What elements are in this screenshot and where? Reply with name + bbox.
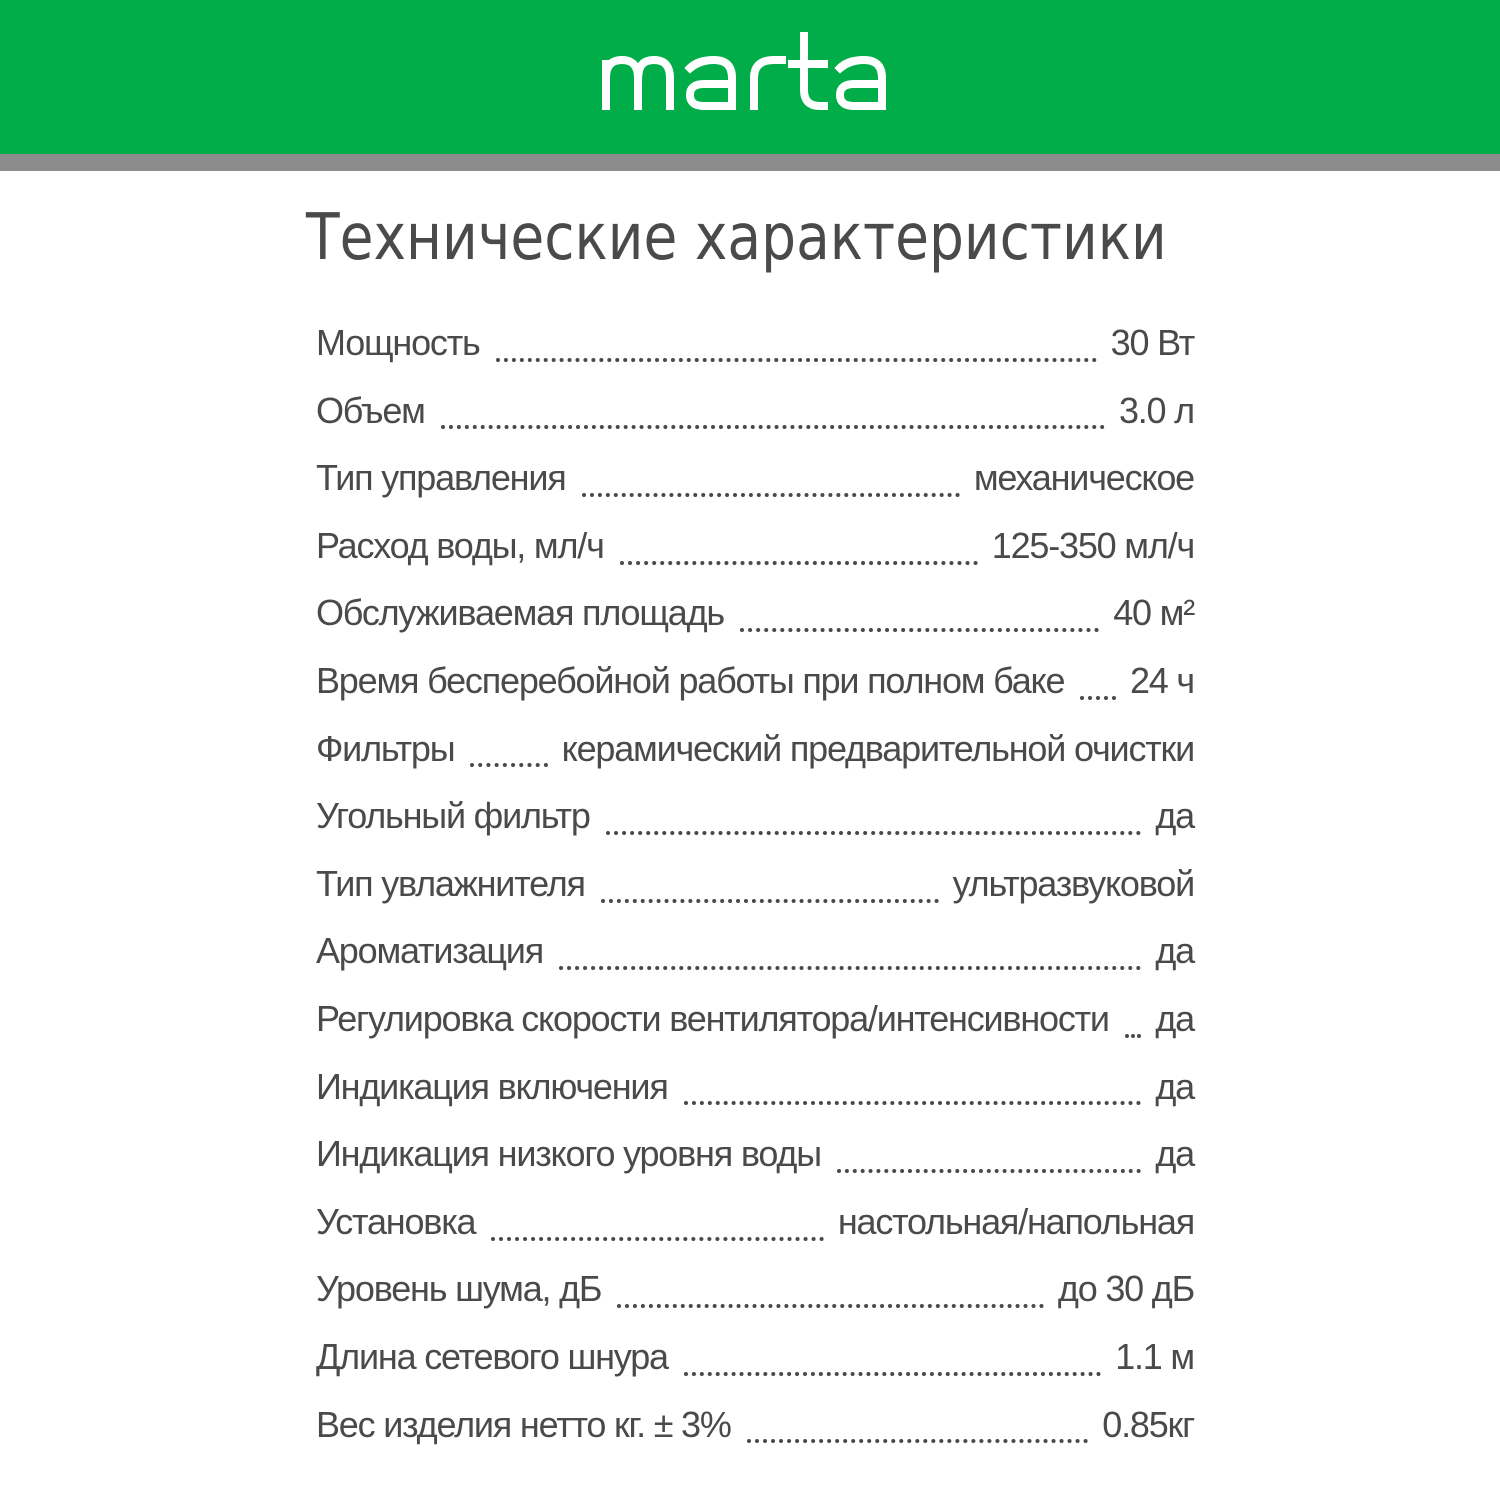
spec-label: Угольный фильтр — [316, 795, 590, 837]
dot-leader — [496, 358, 1097, 362]
dot-leader — [601, 899, 939, 903]
spec-value: 40 м² — [1113, 592, 1194, 634]
spec-row — [316, 857, 1194, 925]
dot-leader — [606, 831, 1142, 835]
dot-leader — [747, 1439, 1089, 1443]
spec-row — [316, 654, 1194, 722]
dot-leader — [617, 1304, 1044, 1308]
spec-row — [316, 384, 1194, 452]
spec-label: Расход воды, мл/ч — [316, 524, 604, 566]
spec-value: настольная/напольная — [837, 1200, 1194, 1242]
dot-leader — [491, 1237, 823, 1241]
spec-label: Тип управления — [316, 457, 566, 499]
marta-logo — [598, 28, 904, 118]
spec-label: Индикация низкого уровня воды — [316, 1133, 821, 1175]
dot-leader — [1125, 1034, 1142, 1038]
spec-label: Уровень шума, дБ — [316, 1268, 602, 1310]
spec-value: 24 ч — [1129, 659, 1194, 701]
spec-row — [316, 1398, 1194, 1466]
spec-label: Длина сетевого шнура — [316, 1335, 668, 1377]
spec-label: Регулировка скорости вентилятора/интенсивности — [316, 997, 1109, 1039]
dot-leader — [1080, 696, 1116, 700]
spec-label: Установка — [316, 1200, 476, 1242]
spec-row — [316, 1060, 1194, 1128]
spec-row — [316, 722, 1194, 790]
spec-value: керамический предварительной очистки — [561, 727, 1194, 769]
dot-leader — [559, 966, 1141, 970]
spec-value: ультразвуковой — [952, 862, 1194, 904]
dot-leader — [582, 493, 960, 497]
spec-row — [316, 789, 1194, 857]
spec-value: да — [1155, 1133, 1194, 1175]
dot-leader — [620, 561, 978, 565]
spec-label: Тип увлажнителя — [316, 862, 585, 904]
dot-leader — [684, 1372, 1101, 1376]
spec-label: Фильтры — [316, 727, 455, 769]
header-stripe — [0, 154, 1500, 171]
spec-row — [316, 1262, 1194, 1330]
dot-leader — [684, 1101, 1142, 1105]
spec-row — [316, 519, 1194, 587]
marta-logo-icon — [598, 28, 904, 118]
spec-row — [316, 1195, 1194, 1263]
spec-label: Ароматизация — [316, 930, 543, 972]
spec-value: 0.85кг — [1102, 1403, 1194, 1445]
spec-row — [316, 586, 1194, 654]
spec-row — [316, 1330, 1194, 1398]
dot-leader — [441, 425, 1105, 429]
dot-leader — [740, 628, 1099, 632]
spec-value: до 30 дБ — [1057, 1268, 1194, 1310]
dot-leader — [470, 763, 547, 767]
spec-label: Время бесперебойной работы при полном баке — [316, 659, 1065, 701]
spec-value: 3.0 л — [1118, 389, 1194, 431]
dot-leader — [837, 1169, 1141, 1173]
spec-value: 125-350 мл/ч — [991, 524, 1194, 566]
spec-label: Мощность — [316, 322, 480, 363]
spec-value: да — [1155, 1065, 1194, 1107]
page-title: Технические характеристики — [306, 201, 1167, 275]
spec-row — [316, 451, 1194, 519]
spec-value: 1.1 м — [1115, 1335, 1194, 1377]
spec-value: да — [1155, 930, 1194, 972]
brand-header — [0, 0, 1500, 154]
spec-label: Объем — [316, 389, 425, 431]
spec-row — [316, 992, 1194, 1060]
spec-list — [316, 316, 1194, 1465]
spec-value: 30 Вт — [1110, 322, 1194, 363]
spec-row — [316, 316, 1194, 384]
spec-label: Обслуживаемая площадь — [316, 592, 724, 634]
spec-label: Вес изделия нетто кг. ± 3% — [316, 1403, 731, 1445]
spec-value: да — [1155, 795, 1194, 837]
spec-row — [316, 1127, 1194, 1195]
spec-value: механическое — [973, 457, 1194, 499]
spec-label: Индикация включения — [316, 1065, 668, 1107]
spec-value: да — [1155, 997, 1194, 1039]
spec-row — [316, 924, 1194, 992]
